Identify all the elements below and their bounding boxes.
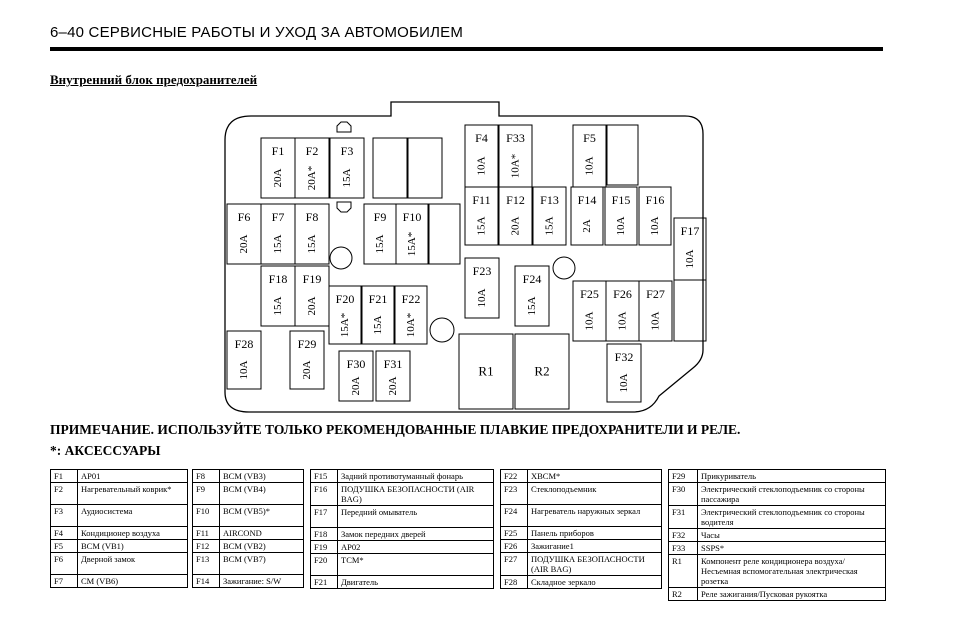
legend-row <box>51 505 188 527</box>
fuse-f32 <box>607 344 641 402</box>
legend-description: Кондиционер воздуха <box>78 527 188 540</box>
header-rule <box>50 47 883 51</box>
fuse-rating: 10A <box>616 311 629 331</box>
legend-code: F4 <box>51 527 78 540</box>
legend-description: Двигатель <box>338 576 494 589</box>
fuse-f5 <box>573 125 606 187</box>
fuse-label: F8 <box>305 210 319 224</box>
fuse-f28 <box>227 331 261 389</box>
legend-row <box>311 506 494 528</box>
legend-code: R2 <box>669 588 698 601</box>
legend-row <box>51 527 188 540</box>
legend-description: Задний противотуманный фонарь <box>338 470 494 483</box>
legend-code: F29 <box>669 470 698 483</box>
page-header: 6–40 СЕРВИСНЫЕ РАБОТЫ И УХОД ЗА АВТОМОБИЛЕМ <box>50 24 464 41</box>
empty-slot <box>607 125 638 185</box>
legend-description: BCM (VB3) <box>220 470 304 483</box>
fuse-label: F17 <box>680 224 700 238</box>
fuse-f22 <box>395 286 427 344</box>
legend-description: Электрический стеклоподъемник со стороны водителя <box>698 506 886 529</box>
legend-code: F14 <box>193 575 220 588</box>
legend-description: Замок передних дверей <box>338 528 494 541</box>
fuse-f20 <box>329 286 361 344</box>
fuse-rating: 10A <box>649 216 661 236</box>
legend-row <box>311 470 494 483</box>
fuse-rating: 15A <box>374 234 386 254</box>
legend-code: F28 <box>501 576 528 589</box>
fuse-layer <box>227 125 706 402</box>
legend-code: F8 <box>193 470 220 483</box>
legend-description: BCM (VB4) <box>220 483 304 505</box>
fuse-label: F25 <box>580 287 599 301</box>
fuse-rating: 10A <box>583 156 596 176</box>
legend-code: F20 <box>311 554 338 576</box>
fuse-label: F5 <box>583 131 596 145</box>
fuse-f21 <box>362 286 394 344</box>
legend-row <box>193 483 304 505</box>
legend-column-3 <box>310 469 494 589</box>
legend-row <box>51 483 188 505</box>
fuse-rating: 15A <box>272 296 284 316</box>
empty-slot <box>373 138 407 198</box>
fuse-f18 <box>261 266 295 326</box>
legend-row <box>501 505 662 527</box>
fuse-label: F30 <box>346 357 366 371</box>
fuse-f13 <box>533 187 566 245</box>
fuse-f9 <box>364 204 396 264</box>
legend-code: F11 <box>193 527 220 540</box>
fuse-rating: 20A <box>509 216 522 236</box>
fuse-label: F32 <box>614 350 634 364</box>
fuse-f8 <box>295 204 329 264</box>
fuse-label: F1 <box>271 144 285 158</box>
fuse-f16 <box>639 187 671 245</box>
empty-slot <box>408 138 442 198</box>
fuse-label: F10 <box>402 210 422 224</box>
legend-code: F32 <box>669 529 698 542</box>
fuse-rating: 15A <box>272 234 284 254</box>
fuse-rating: 20A* <box>306 165 318 191</box>
fuse-rating: 10A <box>618 373 630 393</box>
legend-description: Дверной замок <box>78 553 188 575</box>
fuse-label: F21 <box>368 292 388 306</box>
legend-description: Электрический стеклоподъемник со стороны пассажира <box>698 483 886 506</box>
legend-code: F1 <box>51 470 78 483</box>
legend-code: F9 <box>193 483 220 505</box>
legend-row <box>311 541 494 554</box>
fuse-f11 <box>465 187 498 245</box>
fuse-label: F16 <box>645 193 665 207</box>
legend-description: Панель приборов <box>528 527 662 540</box>
legend-code: F7 <box>51 575 78 588</box>
legend-description: AP02 <box>338 541 494 554</box>
fuse-f19 <box>295 266 329 326</box>
legend-row <box>311 483 494 506</box>
fuse-f12 <box>499 187 532 245</box>
legend-row <box>51 540 188 553</box>
legend-row <box>311 554 494 576</box>
legend-row <box>193 470 304 483</box>
relay-label: R2 <box>534 363 550 379</box>
fuse-rating: 15A* <box>406 231 418 257</box>
fuse-f31 <box>376 351 410 401</box>
legend-code: F25 <box>501 527 528 540</box>
fuse-label: F22 <box>401 292 421 306</box>
fuse-label: F12 <box>506 193 525 207</box>
legend-description: XBCM* <box>528 470 662 483</box>
fuse-label: F24 <box>522 272 542 286</box>
legend-description: Стеклоподъемник <box>528 483 662 505</box>
relay-r1 <box>459 334 513 409</box>
fuse-label: F7 <box>271 210 285 224</box>
legend-code: F12 <box>193 540 220 553</box>
usage-note: ПРИМЕЧАНИЕ. ИСПОЛЬЗУЙТЕ ТОЛЬКО РЕКОМЕНДОВАННЫЕ ПЛАВКИЕ ПРЕДОХРАНИТЕЛИ И РЕЛЕ. <box>50 422 741 437</box>
legend-column-1 <box>50 469 188 588</box>
fuse-rating: 10A <box>684 249 696 269</box>
fuse-rating: 2A <box>581 219 593 233</box>
fuse-label: F3 <box>340 144 354 158</box>
legend-code: F24 <box>501 505 528 527</box>
fuse-box-outline <box>225 102 703 412</box>
legend-description: Компонент реле кондиционера воздуха/Несъемная вспомогательная электрическая розетка <box>698 555 886 588</box>
legend-column-4 <box>500 469 662 589</box>
legend-description: Складное зеркало <box>528 576 662 589</box>
legend-description: Зажигание1 <box>528 540 662 553</box>
relay-label: R1 <box>478 363 494 379</box>
fuse-rating: 10A <box>615 216 627 236</box>
fuse-f26 <box>606 281 639 341</box>
legend-code: F15 <box>311 470 338 483</box>
fuse-rating: 10A <box>649 311 662 331</box>
fuse-rating: 15A <box>306 234 318 254</box>
legend-code: F18 <box>311 528 338 541</box>
fuse-label: F9 <box>373 210 387 224</box>
legend-code: F16 <box>311 483 338 506</box>
fuse-rating: 10A <box>238 360 250 380</box>
fuse-f25 <box>573 281 606 341</box>
section-title: Внутренний блок предохранителей <box>50 72 258 87</box>
mounting-holes <box>330 247 575 342</box>
fuse-f29 <box>290 331 324 389</box>
legend-row <box>193 575 304 588</box>
legend-description: BCM (VB5)* <box>220 505 304 527</box>
fuse-label: F6 <box>237 210 251 224</box>
legend-row <box>501 483 662 505</box>
legend-row <box>501 470 662 483</box>
fuse-rating: 10A* <box>509 153 522 179</box>
legend-column-2 <box>192 469 304 588</box>
legend-row <box>193 527 304 540</box>
fuse-rating: 15A <box>341 168 353 188</box>
fuse-f33 <box>499 125 532 187</box>
fuse-label: F19 <box>302 272 322 286</box>
legend-description: TCM* <box>338 554 494 576</box>
fuse-rating: 15A <box>526 296 538 316</box>
fuse-rating: 15A <box>475 216 488 236</box>
legend-code: F22 <box>501 470 528 483</box>
legend-row <box>311 528 494 541</box>
legend-row <box>501 576 662 589</box>
fuse-rating: 20A <box>306 296 318 316</box>
legend-description: Зажигание: S/W <box>220 575 304 588</box>
legend-code: R1 <box>669 555 698 588</box>
legend-description: ПОДУШКА БЕЗОПАСНОСТИ (AIR BAG) <box>338 483 494 506</box>
fuse-rating: 15A <box>543 216 556 236</box>
legend-description: CM (VB6) <box>78 575 188 588</box>
fuse-f15 <box>605 187 637 245</box>
fuse-label: F26 <box>613 287 632 301</box>
legend-code: F27 <box>501 553 528 576</box>
fuse-label: F11 <box>472 193 491 207</box>
legend-column-5 <box>668 469 886 601</box>
fuse-box-diagram <box>219 98 719 418</box>
fuse-f3 <box>330 138 364 198</box>
legend-description: Нагревательный коврик* <box>78 483 188 505</box>
legend-code: F21 <box>311 576 338 589</box>
legend-description: Аудиосистема <box>78 505 188 527</box>
legend-description: SSPS* <box>698 542 886 555</box>
fuse-rating: 10A <box>583 311 596 331</box>
fuse-f27 <box>639 281 672 341</box>
fuse-f6 <box>227 204 261 264</box>
legend-description: ПОДУШКА БЕЗОПАСНОСТИ (AIR BAG) <box>528 553 662 576</box>
fuse-f2 <box>295 138 329 198</box>
legend-row <box>669 506 886 529</box>
fuse-rating: 20A <box>301 360 313 380</box>
legend-description: BCM (VB2) <box>220 540 304 553</box>
fuse-f14 <box>571 187 603 245</box>
legend-row <box>311 576 494 589</box>
legend-description: AP01 <box>78 470 188 483</box>
legend-description: Прикуриватель <box>698 470 886 483</box>
fuse-label: F18 <box>268 272 288 286</box>
empty-slot <box>429 204 460 264</box>
fuse-label: F28 <box>234 337 254 351</box>
legend-code: F10 <box>193 505 220 527</box>
legend-code: F17 <box>311 506 338 528</box>
fuse-rating: 10A <box>476 288 488 308</box>
fuse-f30 <box>339 351 373 401</box>
legend-code: F6 <box>51 553 78 575</box>
fuse-f1 <box>261 138 295 198</box>
fuse-rating: 10A <box>475 156 488 176</box>
fuse-label: F4 <box>475 131 488 145</box>
fuse-label: F33 <box>506 131 525 145</box>
fuse-rating: 20A <box>272 168 284 188</box>
fuse-rating: 15A* <box>339 312 351 338</box>
fuse-label: F20 <box>335 292 355 306</box>
legend-row <box>193 553 304 575</box>
legend-row <box>669 555 886 588</box>
legend-row <box>51 575 188 588</box>
legend-description: BCM (VB1) <box>78 540 188 553</box>
fuse-rating: 20A <box>350 376 362 396</box>
fuse-label: F14 <box>577 193 597 207</box>
legend-description: Передний омыватель <box>338 506 494 528</box>
legend-row <box>501 540 662 553</box>
fuse-f17 <box>674 218 706 280</box>
legend-code: F2 <box>51 483 78 505</box>
legend-description: Нагреватель наружных зеркал <box>528 505 662 527</box>
fuse-f10 <box>396 204 428 264</box>
legend-row <box>669 529 886 542</box>
fuse-f7 <box>261 204 295 264</box>
legend-code: F30 <box>669 483 698 506</box>
empty-slot <box>674 280 706 341</box>
fuse-f23 <box>465 258 499 318</box>
legend-description: AIRCOND <box>220 527 304 540</box>
legend-code: F23 <box>501 483 528 505</box>
fuse-label: F13 <box>540 193 559 207</box>
fuse-label: F29 <box>297 337 317 351</box>
legend-row <box>51 553 188 575</box>
fuse-label: F23 <box>472 264 492 278</box>
fuse-label: F27 <box>646 287 665 301</box>
legend-row <box>669 483 886 506</box>
legend-row <box>51 470 188 483</box>
fuse-rating: 20A <box>387 376 399 396</box>
accessories-note: *: АКСЕССУАРЫ <box>50 443 161 458</box>
legend-row <box>501 553 662 576</box>
legend-row <box>669 588 886 601</box>
legend-code: F19 <box>311 541 338 554</box>
legend-row <box>669 470 886 483</box>
legend-code: F13 <box>193 553 220 575</box>
legend-description: Реле зажигания/Пусковая рукоятка <box>698 588 886 601</box>
legend-code: F3 <box>51 505 78 527</box>
legend-code: F31 <box>669 506 698 529</box>
legend-code: F26 <box>501 540 528 553</box>
legend-row <box>193 540 304 553</box>
fuse-f24 <box>515 266 549 326</box>
fuse-label: F15 <box>611 193 631 207</box>
fuse-rating: 20A <box>238 234 250 254</box>
legend-description: BCM (VB7) <box>220 553 304 575</box>
legend-description: Часы <box>698 529 886 542</box>
fuse-f4 <box>465 125 498 187</box>
fuse-rating: 10A* <box>405 312 417 338</box>
legend-code: F33 <box>669 542 698 555</box>
legend-row <box>669 542 886 555</box>
fuse-rating: 15A <box>372 315 384 335</box>
fuse-label: F2 <box>305 144 319 158</box>
legend-code: F5 <box>51 540 78 553</box>
relay-r2 <box>515 334 569 409</box>
legend-row <box>501 527 662 540</box>
fuse-label: F31 <box>383 357 403 371</box>
legend-row <box>193 505 304 527</box>
relay-layer <box>459 334 569 409</box>
